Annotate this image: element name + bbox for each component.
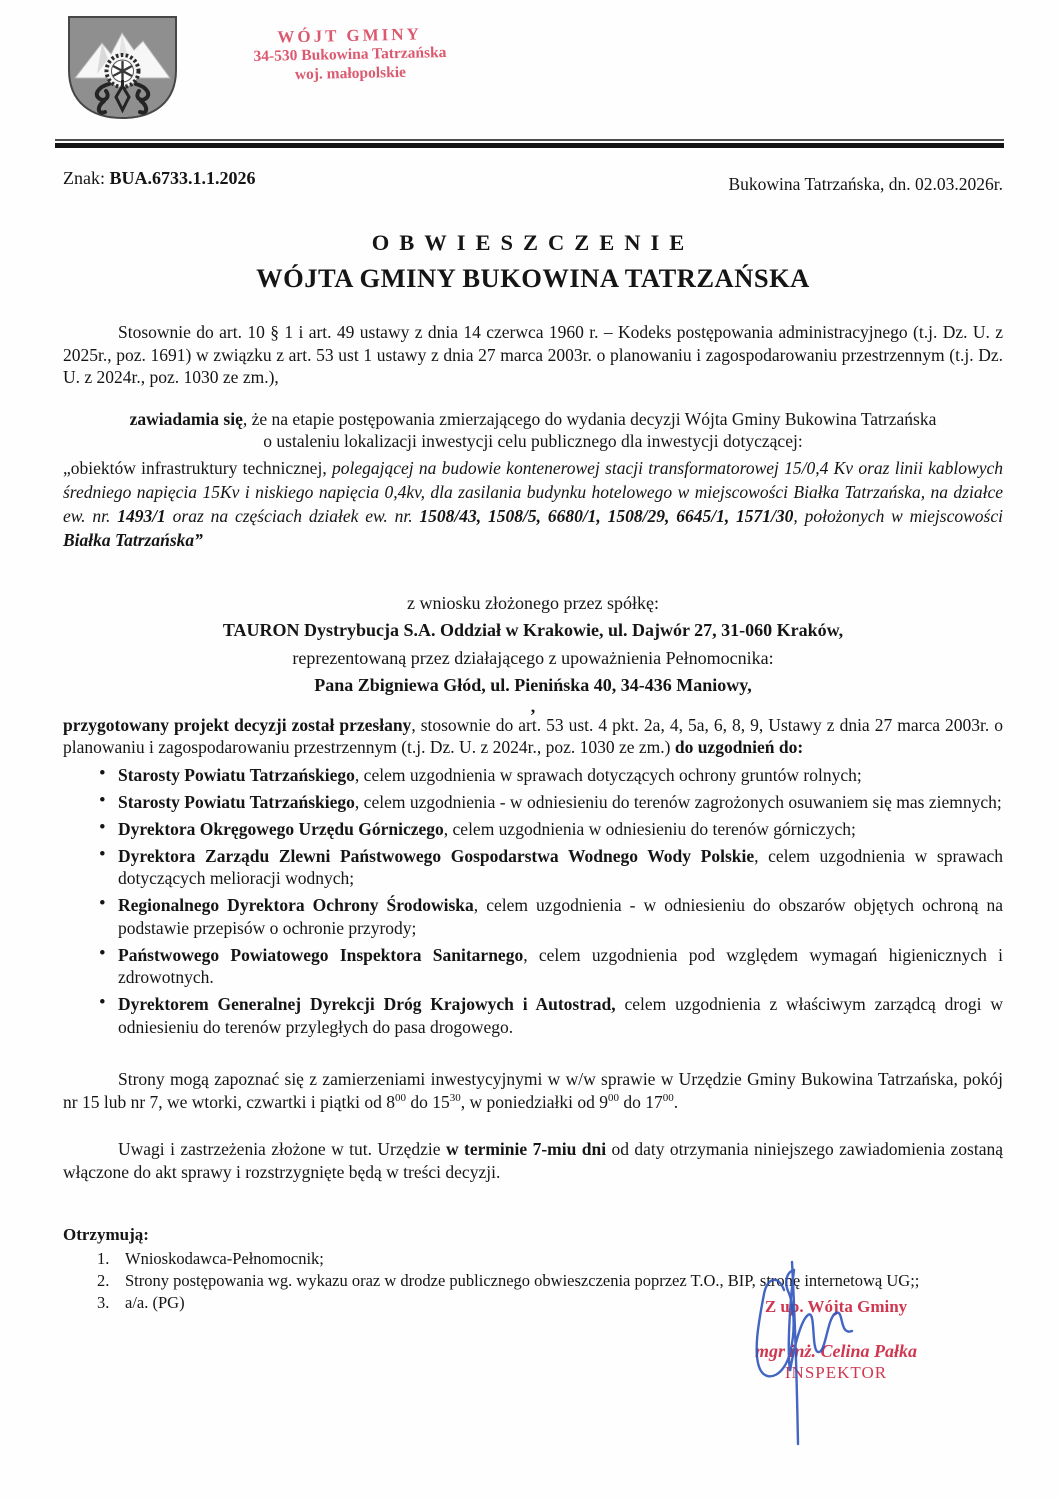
document-body — [63, 222, 1003, 1314]
consultation-authority: Dyrektorem Generalnej Dyrekcji Dróg Krajowych i Autostrad, — [118, 994, 616, 1014]
item-text: Strony postępowania wg. wykazu oraz w drodze publicznego obwieszczenia poprzez T.O., BIP, stronę internetową UG;; — [125, 1271, 920, 1290]
consultation-scope: , celem uzgodnienia pod względem wymagań higienicznych i zdrowotnych. — [118, 944, 1003, 987]
reference-label: Znak: — [63, 168, 105, 188]
list-item — [63, 894, 1003, 939]
consultation-authority: Starosty Powiatu Tatrzańskiego — [118, 764, 355, 785]
item-text: Wnioskodawca-Pełnomocnik; — [125, 1249, 324, 1268]
remarks-deadline: w terminie 7-miu dni — [445, 1139, 607, 1159]
remarks-text: Uwagi i zastrzeżenia złożone w tut. Urzędzie — [118, 1139, 446, 1159]
notice-lead: zawiadamia się — [129, 408, 243, 429]
quote-italic3: , położonych w miejscowości — [793, 505, 1003, 526]
stamp-address: 34-530 Bukowina Tatrzańska — [253, 44, 447, 66]
consultation-scope: , celem uzgodnienia w odniesieniu do terenów górniczych; — [443, 818, 856, 839]
signatory-title: INSPEKTOR — [784, 1363, 888, 1382]
project-paragraph — [63, 714, 1003, 759]
item-text: a/a. (PG) — [125, 1293, 185, 1312]
list-item — [63, 791, 1003, 814]
consultation-scope: , celem uzgodnienia w sprawach dotyczących melioracji wodnych; — [118, 845, 1003, 888]
time-superscript: 00 — [662, 1091, 674, 1104]
remarks-paragraph — [63, 1138, 1003, 1183]
document-title: OBWIESZCZENIE — [371, 230, 695, 255]
availability-text: do 17 — [618, 1091, 663, 1112]
quote-italic1: polegającej na budowie kontenerowej stacji transformatorowej 15/0,4 Kv oraz linii kablowych średniego napięcia 15Kv i niskiego napięcia 0,4kv, dla zasilania budynku hotelowego w miejscowości Białka Tatrzańska, na działce ew. nr. — [63, 457, 1004, 526]
consultation-authority: Starosty Powiatu Tatrzańskiego — [118, 791, 355, 812]
notice-rest: , że na etapie postępowania zmierzającego do wydania decyzji Wójta Gminy Bukowina Tatrzańska — [242, 408, 937, 429]
applicant-representative: Pana Zbigniewa Głód, ul. Pienińska 40, 34-436 Maniowy, — [314, 675, 752, 695]
availability-paragraph — [63, 1068, 1003, 1113]
quote-lead: „obiektów infrastruktury technicznej, — [63, 457, 327, 478]
consultation-scope: , celem uzgodnienia - w odniesieniu do terenów zagrożonych osuwaniem się mas ziemnych; — [354, 791, 1002, 812]
quote-italic2: oraz na częściach działek ew. nr. — [165, 505, 420, 526]
investment-description — [63, 456, 1003, 552]
availability-text: , w poniedziałki od 9 — [460, 1091, 608, 1112]
stamp-office-name: WÓJT GMINY — [277, 24, 422, 47]
consultation-authority: Państwowego Powiatowego Inspektora Sanitarnego — [118, 944, 524, 965]
consultation-list — [63, 764, 1003, 1039]
notice-paragraph — [63, 408, 1003, 453]
applicant-block — [63, 590, 1003, 700]
list-item — [63, 818, 1003, 841]
applicant-rep-intro: reprezentowaną przez działającego z upoważnienia Pełnomocnika: — [292, 647, 774, 668]
stray-comma: , — [530, 695, 536, 716]
item-number: 2. — [97, 1271, 110, 1290]
distribution-label: Otrzymują: — [63, 1225, 149, 1244]
legal-basis-paragraph: Stosownie do art. 10 § 1 i art. 49 ustawy z dnia 14 czerwca 1960 r. – Kodeks postępowania administracyjnego (t.j. Dz. U. z 2025r., poz. 1691) w związku z art. 53 ust 1 ustawy z dnia 27 marca 2003r. o planowaniu i zagospodarowaniu przestrzennym (t.j. Dz. U. z 2024r., poz. 1030 ze zm.), — [63, 322, 1003, 387]
signatory-name: mgr inż. Celina Pałka — [754, 1341, 918, 1361]
project-tail: do uzgodnień do: — [674, 737, 804, 757]
office-stamp — [231, 24, 468, 87]
consultation-scope: , celem uzgodnienia - w odniesieniu do obszarów objętych ochroną na podstawie przepisów o ochronie przyrody; — [118, 895, 1003, 938]
distribution-item — [63, 1270, 1003, 1292]
stamp-voivodeship: woj. małopolskie — [294, 63, 407, 84]
quote-parcel-list: 1508/43, 1508/5, 6680/1, 1508/29, 6645/1, 1571/30 — [419, 505, 794, 526]
quote-parcel-main: 1493/1 — [117, 505, 166, 526]
applicant-company: TAURON Dystrybucja S.A. Oddział w Krakowie, ul. Dajwór 27, 31-060 Kraków, — [222, 620, 844, 640]
availability-text: do 15 — [405, 1091, 450, 1112]
project-lead: przygotowany projekt decyzji został przesłany — [63, 714, 412, 735]
time-superscript: 00 — [394, 1091, 406, 1104]
notice-line2: o ustaleniu lokalizacji inwestycji celu publicznego dla inwestycji dotyczącej: — [263, 431, 803, 451]
remarks-text: od daty otrzymania niniejszego zawiadomienia zostaną włączone do akt sprawy i rozstrzygnięte będą w treści decyzji. — [63, 1139, 1003, 1182]
consultation-scope: celem uzgodnienia z właściwym zarządcą drogi w odniesieniu do terenów przyległych do pasa drogowego. — [118, 994, 1003, 1037]
item-number: 1. — [97, 1249, 110, 1268]
municipal-crest-icon — [65, 14, 180, 121]
place-and-date: Bukowina Tatrzańska, dn. 02.03.2026r. — [728, 174, 1003, 194]
availability-text: . — [673, 1091, 679, 1112]
availability-text: Strony mogą zapoznać się z zamierzeniami inwestycyjnymi w w/w sprawie w Urzędzie Gminy Bukowina Tatrzańska, pokój nr 15 lub nr 7, we wtorki, czwartki i piątki od 8 — [63, 1069, 1003, 1112]
distribution-item — [63, 1248, 1003, 1270]
meta-row — [63, 168, 1003, 195]
reference-number — [63, 168, 256, 189]
list-item — [63, 845, 1003, 890]
list-item — [63, 944, 1003, 989]
project-text: , stosownie do art. 53 ust. 4 pkt. 2a, 4, 5a, 6, 8, 9, Ustawy z dnia 27 marca 2003r. o planowaniu i zagospodarowaniu przestrzennym (t.j. Dz. U. z 2024r., poz. 1030 ze zm.) — [63, 714, 1003, 757]
time-superscript: 30 — [449, 1091, 461, 1104]
consultation-scope: , celem uzgodnienia w sprawach dotyczących ochrony gruntów rolnych; — [354, 764, 862, 785]
list-item — [63, 993, 1003, 1038]
time-superscript: 00 — [607, 1091, 619, 1104]
consultation-authority: Dyrektora Okręgowego Urzędu Górniczego — [118, 818, 444, 839]
document-subtitle: WÓJTA GMINY BUKOWINA TATRZAŃSKA — [256, 263, 810, 293]
signature-authority: Z up. Wójta Gminy — [764, 1297, 908, 1316]
reference-value: BUA.6733.1.1.2026 — [109, 168, 256, 188]
header-divider — [55, 139, 1004, 148]
consultation-authority: Regionalnego Dyrektora Ochrony Środowiska — [118, 895, 474, 915]
item-number: 3. — [97, 1293, 110, 1312]
signature-stamp-block — [702, 1297, 970, 1383]
consultation-authority: Dyrektora Zarządu Zlewni Państwowego Gospodarstwa Wodnego Wody Polskie — [118, 845, 755, 866]
quote-locality: Białka Tatrzańska” — [63, 529, 203, 550]
list-item — [63, 764, 1003, 787]
applicant-intro: z wniosku złożonego przez spółkę: — [407, 592, 659, 613]
